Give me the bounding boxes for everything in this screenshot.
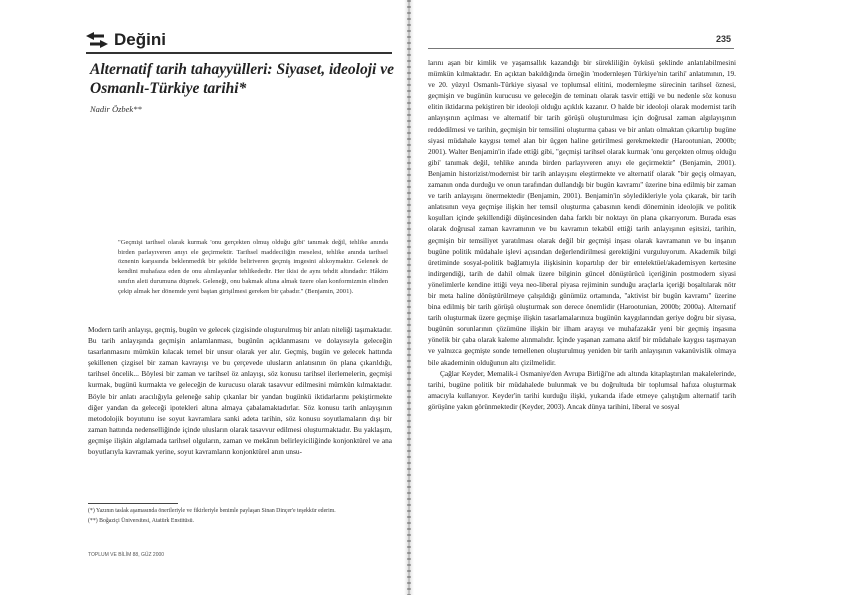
- footnotes: [88, 507, 388, 528]
- author-name: Nadir Özbek**: [90, 104, 142, 114]
- paragraph: Modern tarih anlayışı, geçmiş, bugün ve gelecek çizgisinde oluşturulmuş bir anlatı niteliği taşımaktadır. Bu tarih anlayışında geçmişin anlamlanması, bugünün açıklanmasını ve dolayısıyla geleceğin tasarlanmasını mümkün kılacak temel bir unsur olarak yer alır. Geçmiş, bugün ve gelecek hattında şekillenen çizgisel bir zaman kavrayışı ve bu çerçevede ulusların anlatısının ön plana çıkarıldığı, tarihsel öncelik... Böylesi bir zaman ve tarihsel öz anlayışı, söz konusu tarihsel ilerlemelerin, geçmişi kurmak, bugünü kurmakta ve geleceğin de kurucusu olarak tasavvur edilmesini mümkün kılmaktadır. Böyle bir anlatı aracılığıyla geleneğe sahip çıkanlar bir yandan bugünkü iktidarlarını pekiştirmekte diğer yandan da geleceği ipotekleri altına almaya çabalamaktadırlar. Söz konusu tarih anlayışının metodolojik boyutunu ise soyut kavramlara sanki adeta tarihin, söz konusu soyutlamaların dışı bir zaman hattında nedenselliğinde içinde ulusların olarak tasavvur edilmesi oluşturmaktadır. Bu yaklaşım, geçmişe ilişkin algılamada tarihsel olguların, zaman ve mekânın belirleyiciliğinde konjonktürel ve ana boyutlarıyla kavramak yerine, soyut kavramların konjonktürel anın unsu-: [88, 325, 392, 457]
- journal-footer: TOPLUM VE BİLİM 88, GÜZ 2000: [88, 552, 165, 558]
- footnote-rule: [88, 503, 178, 504]
- section-label: Değini: [114, 30, 166, 49]
- footnote: (*) Yazının taslak aşamasında önerileriyle ve fikirleriyle benimle paylaşan Sinan Dinçer'e teşekkür ederim.: [88, 508, 336, 514]
- left-page: [0, 0, 410, 595]
- book-spine-texture: [407, 0, 411, 595]
- header-rule: [428, 48, 734, 49]
- page-number: 235: [716, 34, 732, 44]
- header-rule: [86, 52, 392, 54]
- right-page: [414, 0, 842, 595]
- section-header: [86, 30, 166, 50]
- paragraph: Çağlar Keyder, Memalik-i Osmaniye'den Avrupa Birliği'ne adı altında kitaplaştırılan makalelerinde, tarihi, bugüne politik bir müdahalede bulunmak ve bu doğrultuda bir toplumsal hafıza oluşturmak amacıyla kullanıyor. Keyder'in tarihi kurduğu ilişki, yukarıda ifade etmeye çalıştığım alternatif tarih görüşüne yakın görünmektedir (Keyder, 2003). Ancak dünya tarihini, liberal ve sosyal: [428, 368, 736, 411]
- right-body-text: [428, 57, 736, 412]
- left-body-text: [88, 324, 392, 457]
- epigraph-quote: "Geçmişi tarihsel olarak kurmak 'onu gerçekten olmuş olduğu gibi' tanımak değil, tehlike anında birden parlayıveren anıyı ele geçirmektir. Tarihsel maddeciliğin meselesi, tehlike anında tarihsel öznenin karşısında beklenmedik bir şekilde beliriveren geçmiş imgesini alıkoymaktır. Gelenek de kendini muhafaza eden de onu alımlayanlar tehlikededir. Her ikisi de aynı tehdit altındadır: Hâkim sınıfın aleti durumuna düşmek. Geleneği, onu bakmak altına almak üzere olan konformizmin elinden çekip almak her dönemde yeni baştan girişilmesi gereken bir çabadır." (Benjamin, 2001).: [118, 239, 388, 295]
- footnote: (**) Boğaziçi Üniversitesi, Atatürk Enstitüsü.: [88, 518, 194, 525]
- paragraph: larını aşan bir kimlik ve yaşamsallık kazandığı bir sürekliliğin öyküsü şeklinde anlatılabilmesini mümkün kılmaktadır. En açıktan bakıldığında örneğin 'modernleşen Türkiye'nin tarihi' anlatımının, 19. ve 20. yüzyıl Osmanlı-Türkiye siyasal ve toplumsal elitini, modernleşme sürecinin tarihsel öznesi, geçmişin ve bugünün kurucusu ve geleceğin de teminatı olarak tasvir ettiği ve bu nedenle söz konusu elitin iktidarına pekiştiren bir ideoloji olduğu açıklık kazanır. O halde bir ideoloji olarak modernist tarih anlayışının açılması ve alternatif bir tarih görüşü oluşturulması için doğrusal zaman algılayışının reddedilmesi ve tarihin, geçmişin bir temsilini oluşturma çabası ve bir anlatı olmaktan çıkartılıp bugüne siyasi müdahale kaygısı temel alan bir üçgen haline getirilmesi gerekmektedir (Harootunian, 2000b; 2001). Walter Benjamin'in ifade ettiği gibi, "geçmişi tarihsel olarak kurmak 'onu gerçekten olmuş olduğu gibi' tanımak değil, tehlike anında birden parlayıveren anıyı ele geçirmektir" (Benjamin, 2001). Benjamin historizist/modernist bir tarih anlayışını eleştirmekte ve alternatif olarak "bir geçiş olmayan, zamanın onda durduğu ve onun tarafından dullandığı bir bugün kavramı" üzerine bina edilmiş bir zaman ve tarih anlayışını önermektedir (Benjamin, 2001). Benjamin'in söyledikleriyle yola çıkarak, bir tarih anlatısının veya geçmişe ilişkin her temsil oluşturma çabasının kendi döneminin ideolojik ve politik koşulları içinde şekillendiği düşüncesinden daha farklı bir noktayı ön plana çıkarıyorum. Burada esas olarak doğrusal zaman kavramının ve bu kavramın tekabül ettiği tarih anlayışının eşitsizi, tarihin, geçmişin bir temsiliyet yaratılması olarak değil bir geçmişi inşası olarak kavramanın ve bu inşanın bugüne politik müdahale işlevi açısından değerlendirilmesi gerektiğini vurguluyorum. Akademik bilgi üretiminde sosyal-politik bağlamıyla ilişkisinin kopartılıp der bir entelektüel/akademisyen kertesine indirgendiği, tarih de dahil olmak üzere bilginin güncel dönüştürücü içeriğinin postmodern siyasi yönelimlerle kendine ittiği veya neo-liberal piyasa rejiminin sunduğu araçlarla içeriği boşaltılarak nötr bir meta haline dönüştürülmeye çalışıldığı günümüz ortamında, "aktivist bir bugün kavramı" üzerine bina edilmiş bir tarih görüşü oluşturmak son derece önemlidir (Harootunian, 2000b; 2000a). Alternatif tarih oluşturmak üzere geçmişe ilişkin tasarlamalarınıza bugünün kaygılarından geriye doğru bir siyasa, bugünün sorunlarının çözümüne ilişkin bir ilham arayışı ve muhafazakâr yeni bir geçmiş inşasına yönelik bir çaba olarak kaleme alınmalıdır. İçinde yaşanan zamana aktif bir müdahale kaygısı taşımayan ve yalnızca geçmişte sonde temellenen oluşturulmuş yeniden bir tarih anlayışının vakanüvislik olmaya bile akademinin olduğunun altı çizilmelidir.: [428, 58, 736, 367]
- article-title: Alternatif tarih tahayyülleri: Siyaset, ideoloji ve Osmanlı-Türkiye tarihi*: [90, 61, 394, 97]
- double-arrow-icon: [86, 32, 108, 48]
